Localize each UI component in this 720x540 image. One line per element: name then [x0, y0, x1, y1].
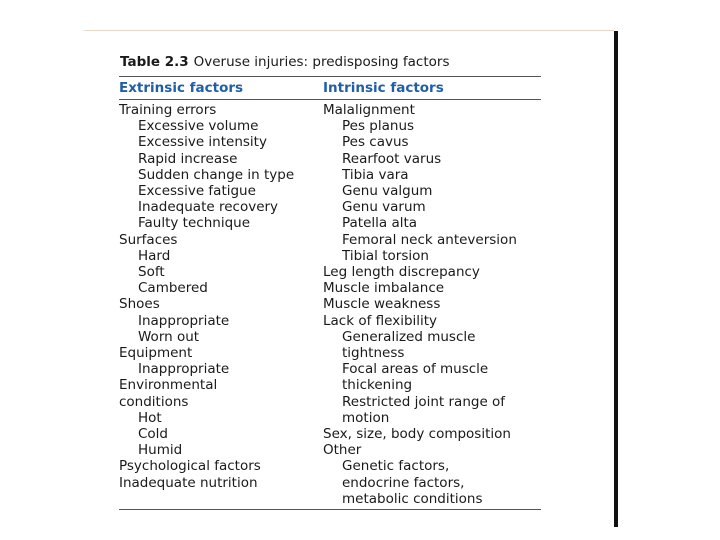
intrinsic-factor-item: Lack of flexibility: [323, 312, 438, 329]
intrinsic-factor-item: Tibia vara: [342, 166, 409, 183]
extrinsic-factor-item: Shoes: [119, 296, 160, 313]
intrinsic-factor-item: Leg length discrepancy: [323, 264, 480, 281]
intrinsic-factor-item: endocrine factors,: [342, 474, 465, 491]
extrinsic-header: Extrinsic factors: [119, 80, 244, 96]
extrinsic-factor-item: Psychological factors: [119, 458, 261, 475]
extrinsic-factor-item: Inadequate nutrition: [119, 474, 258, 491]
intrinsic-factor-item: Genu varum: [342, 199, 426, 216]
intrinsic-factor-item: Rearfoot varus: [342, 150, 442, 167]
table-body: [119, 100, 541, 507]
intrinsic-factor-item: Malalignment: [323, 102, 415, 118]
extrinsic-factor-item: Excessive intensity: [138, 134, 267, 151]
extrinsic-factor-item: Excessive fatigue: [138, 183, 256, 200]
extrinsic-factor-item: Inadequate recovery: [138, 199, 279, 216]
intrinsic-factor-item: Muscle weakness: [323, 296, 441, 313]
extrinsic-factor-item: Faulty technique: [138, 215, 250, 232]
extrinsic-factor-item: conditions: [119, 393, 189, 410]
intrinsic-factor-item: Pes planus: [342, 118, 415, 135]
extrinsic-factor-item: Excessive volume: [138, 118, 259, 135]
intrinsic-column: [323, 102, 517, 507]
extrinsic-factor-item: Hot: [138, 409, 162, 426]
extrinsic-factor-item: Worn out: [138, 328, 200, 345]
extrinsic-factor-item: Environmental: [119, 377, 218, 394]
table-bottom-rule: [119, 509, 541, 510]
intrinsic-factor-item: motion: [342, 409, 390, 426]
factors-table: [119, 52, 541, 510]
extrinsic-factor-item: Training errors: [119, 102, 217, 118]
intrinsic-factor-item: Genetic factors,: [342, 458, 450, 475]
intrinsic-factor-item: Restricted joint range of: [342, 393, 506, 410]
extrinsic-column: [119, 102, 323, 507]
extrinsic-factor-item: Sudden change in type: [138, 166, 295, 183]
extrinsic-factor-item: Surfaces: [119, 231, 178, 248]
extrinsic-factor-item: Cambered: [138, 280, 208, 297]
extrinsic-factor-item: Humid: [138, 442, 183, 459]
slide-right-border: [614, 31, 618, 527]
extrinsic-factor-item: Cold: [138, 426, 169, 443]
intrinsic-factor-item: Genu valgum: [342, 183, 433, 200]
intrinsic-factor-item: metabolic conditions: [342, 490, 483, 507]
intrinsic-factor-item: Generalized muscle: [342, 328, 476, 345]
intrinsic-factor-item: thickening: [342, 377, 413, 394]
table-header-row: [119, 77, 541, 99]
extrinsic-factor-item: Inappropriate: [138, 361, 230, 378]
intrinsic-factor-item: Other: [323, 442, 362, 459]
extrinsic-factor-item: Inappropriate: [138, 312, 230, 329]
table-caption: [120, 52, 541, 72]
intrinsic-header: Intrinsic factors: [323, 80, 444, 96]
intrinsic-factor-item: Pes cavus: [342, 134, 409, 151]
table-title: Overuse injuries: predisposing factors: [193, 54, 450, 70]
intrinsic-factor-item: Patella alta: [342, 215, 418, 232]
extrinsic-factor-item: Equipment: [119, 345, 193, 362]
slide-top-rule: [84, 30, 614, 31]
intrinsic-factor-item: Focal areas of muscle: [342, 361, 489, 378]
intrinsic-factor-item: tightness: [342, 345, 405, 362]
intrinsic-factor-item: Femoral neck anteversion: [342, 231, 517, 248]
table-number: Table 2.3: [120, 54, 189, 70]
extrinsic-factor-item: Hard: [138, 247, 171, 264]
intrinsic-factor-item: Muscle imbalance: [323, 280, 445, 297]
extrinsic-factor-item: Rapid increase: [138, 150, 238, 167]
intrinsic-factor-item: Sex, size, body composition: [323, 426, 511, 443]
intrinsic-factor-item: Tibial torsion: [342, 247, 429, 264]
extrinsic-factor-item: Soft: [138, 264, 165, 281]
